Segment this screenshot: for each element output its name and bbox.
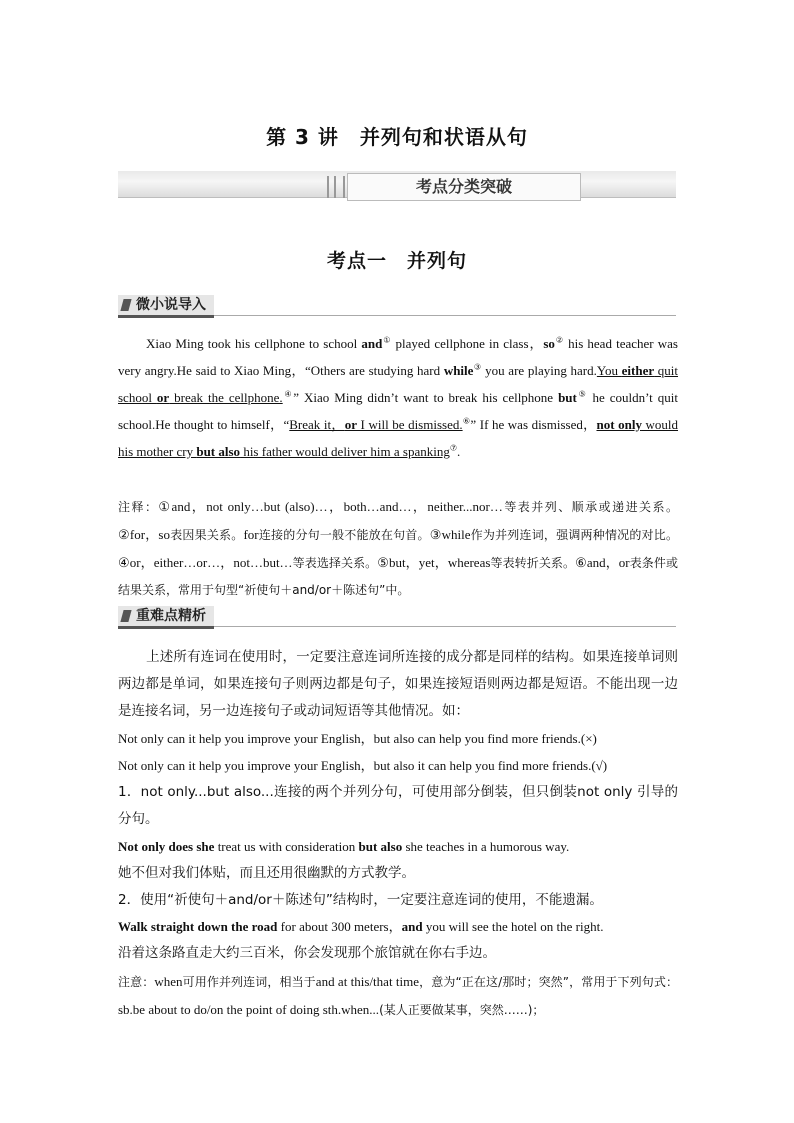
example-bold: and — [401, 919, 423, 934]
example-bold: but also — [358, 839, 403, 854]
marker: ② — [554, 335, 564, 345]
example-text: she teaches in a humorous way. — [402, 839, 570, 854]
kw-but: but — [558, 390, 577, 405]
note-label: 注释： — [118, 500, 159, 514]
story-text: his head teacher was very angry.He said to Xiao Ming，“Others are studying hard — [118, 336, 678, 378]
marker: ③ — [473, 362, 482, 372]
annotation-note — [118, 493, 678, 604]
note-text: (某人正要做某事，突然……)； — [379, 1003, 545, 1017]
note-label: 注意： — [118, 975, 155, 989]
tag-label: 重难点精析 — [136, 608, 206, 624]
story-text: I will be dismissed. — [357, 417, 463, 432]
story-text: . — [457, 444, 461, 459]
marker: ⑦ — [449, 443, 457, 453]
note-text: ③while — [429, 527, 471, 542]
note-text: 等表选择关系。 — [292, 556, 378, 570]
example-4-translation: 沿着这条路直走大约三百米，你会发现那个旅馆就在你右手边。 — [118, 945, 496, 961]
example-wrong: Not only can it help you improve your English，but also can help you find more friends.(×) — [118, 731, 597, 746]
pencil-icon — [120, 610, 131, 622]
note-text: 可用作并列连词，相当于 — [182, 975, 316, 989]
example-text: treat us with consideration — [214, 839, 359, 854]
attention-note — [118, 968, 678, 1024]
banner-bars-icon — [327, 176, 345, 198]
note-text: 连接的分句一般不能放在句首。 — [258, 528, 430, 542]
note-text: 作为并列连词，强调两种情况的对比。 — [470, 528, 678, 542]
note-text: 等表并列、顺承或递进关系。 — [502, 500, 678, 514]
example-bold: Not only does she — [118, 839, 215, 854]
note-text: ⑥and，or — [575, 555, 630, 570]
kw-or: or — [156, 390, 170, 405]
tag-box — [118, 606, 214, 629]
section-heading: 考点一 并列句 — [326, 250, 467, 272]
story-text: you are playing hard. — [481, 363, 597, 378]
key-paragraph — [118, 644, 678, 725]
note-text: when — [154, 974, 183, 989]
note-text: 表因果关系。 — [170, 528, 244, 542]
kw-and: and — [361, 336, 383, 351]
marker: ④ — [282, 389, 294, 399]
note-text: 表条件或结果关系，常用于句型“祈使句＋and/or＋陈述句”中。 — [118, 556, 678, 597]
section-banner — [118, 171, 676, 201]
story-text: break the cellphone. — [169, 390, 283, 405]
story-text: Break it， — [289, 417, 345, 432]
banner-label: 考点分类突破 — [347, 173, 581, 201]
kw-or: or — [344, 417, 357, 432]
tag-key-points — [118, 606, 676, 630]
marker: ① — [382, 335, 392, 345]
note-text: ②for，so — [118, 527, 170, 542]
underlined-clause — [289, 417, 462, 432]
story-paragraph — [118, 330, 678, 465]
story-text: he couldn’t quit school.He thought to himself，“ — [118, 390, 678, 432]
example-4 — [118, 913, 678, 940]
note-text: 等表转折关系。 — [490, 556, 576, 570]
tag-box — [118, 295, 214, 318]
pencil-icon — [120, 299, 131, 311]
story-text: would his mother cry — [118, 417, 679, 459]
kw-not-only: not only — [596, 417, 642, 432]
story-text: ” If he was dismissed， — [470, 417, 597, 432]
example-text: you will see the hotel on the right. — [422, 919, 604, 934]
note-text: ④or，either…or…，not…but… — [118, 555, 293, 570]
tag-label: 微小说导入 — [136, 297, 206, 313]
note-text: ，意为“正在这/那时；突然”，常用于下列句式： — [419, 975, 678, 989]
story-text: Xiao Ming took his cellphone to school — [146, 336, 362, 351]
example-3 — [118, 833, 678, 860]
kw-either: either — [621, 363, 655, 378]
point-1: 1．not only...but also...连接的两个并列分句，可使用部分倒装，但只倒装not only 引导的分句。 — [118, 784, 678, 827]
kw-so: so — [543, 336, 555, 351]
example-text: for about 300 meters， — [277, 919, 402, 934]
example-3-translation: 她不但对我们体贴，而且还用很幽默的方式教学。 — [118, 865, 415, 881]
kw-while: while — [443, 363, 474, 378]
page-title: 第 3 讲 并列句和状语从句 — [266, 125, 528, 149]
story-text: ” Xiao Ming didn’t want to break his cellphone — [293, 390, 559, 405]
note-text: sb.be about to do/on the point of doing sth.when... — [118, 1002, 380, 1017]
kw-but-also: but also — [196, 444, 241, 459]
example-correct: Not only can it help you improve your English，but also it can help you find more friends.(√) — [118, 758, 608, 773]
marker: ⑤ — [576, 389, 588, 399]
tag-micro-story — [118, 295, 676, 319]
marker: ⑥ — [462, 416, 471, 426]
example-bold: Walk straight down the road — [118, 919, 278, 934]
note-text: ⑤but，yet，whereas — [377, 555, 491, 570]
paragraph-text: 上述所有连词在使用时，一定要注意连词所连接的成分都是同样的结构。如果连接单词则两边都是单词，如果连接句子则两边都是句子，如果连接短语则两边都是短语。不能出现一边是连接名词，另一边连接句子或动词短语等其他情况。如： — [118, 649, 678, 719]
note-text: for — [243, 527, 259, 542]
story-text: quit school — [118, 363, 679, 405]
story-text: his father would deliver him a spanking — [240, 444, 450, 459]
story-text: played cellphone in class， — [391, 336, 544, 351]
note-text: and at this/that time — [315, 974, 420, 989]
story-text: You — [596, 363, 622, 378]
point-2: 2．使用“祈使句＋and/or＋陈述句”结构时，一定要注意连词的使用，不能遗漏。 — [118, 892, 603, 908]
note-text: ①and，not only…but (also)…，both…and…，neither...nor… — [158, 499, 503, 514]
